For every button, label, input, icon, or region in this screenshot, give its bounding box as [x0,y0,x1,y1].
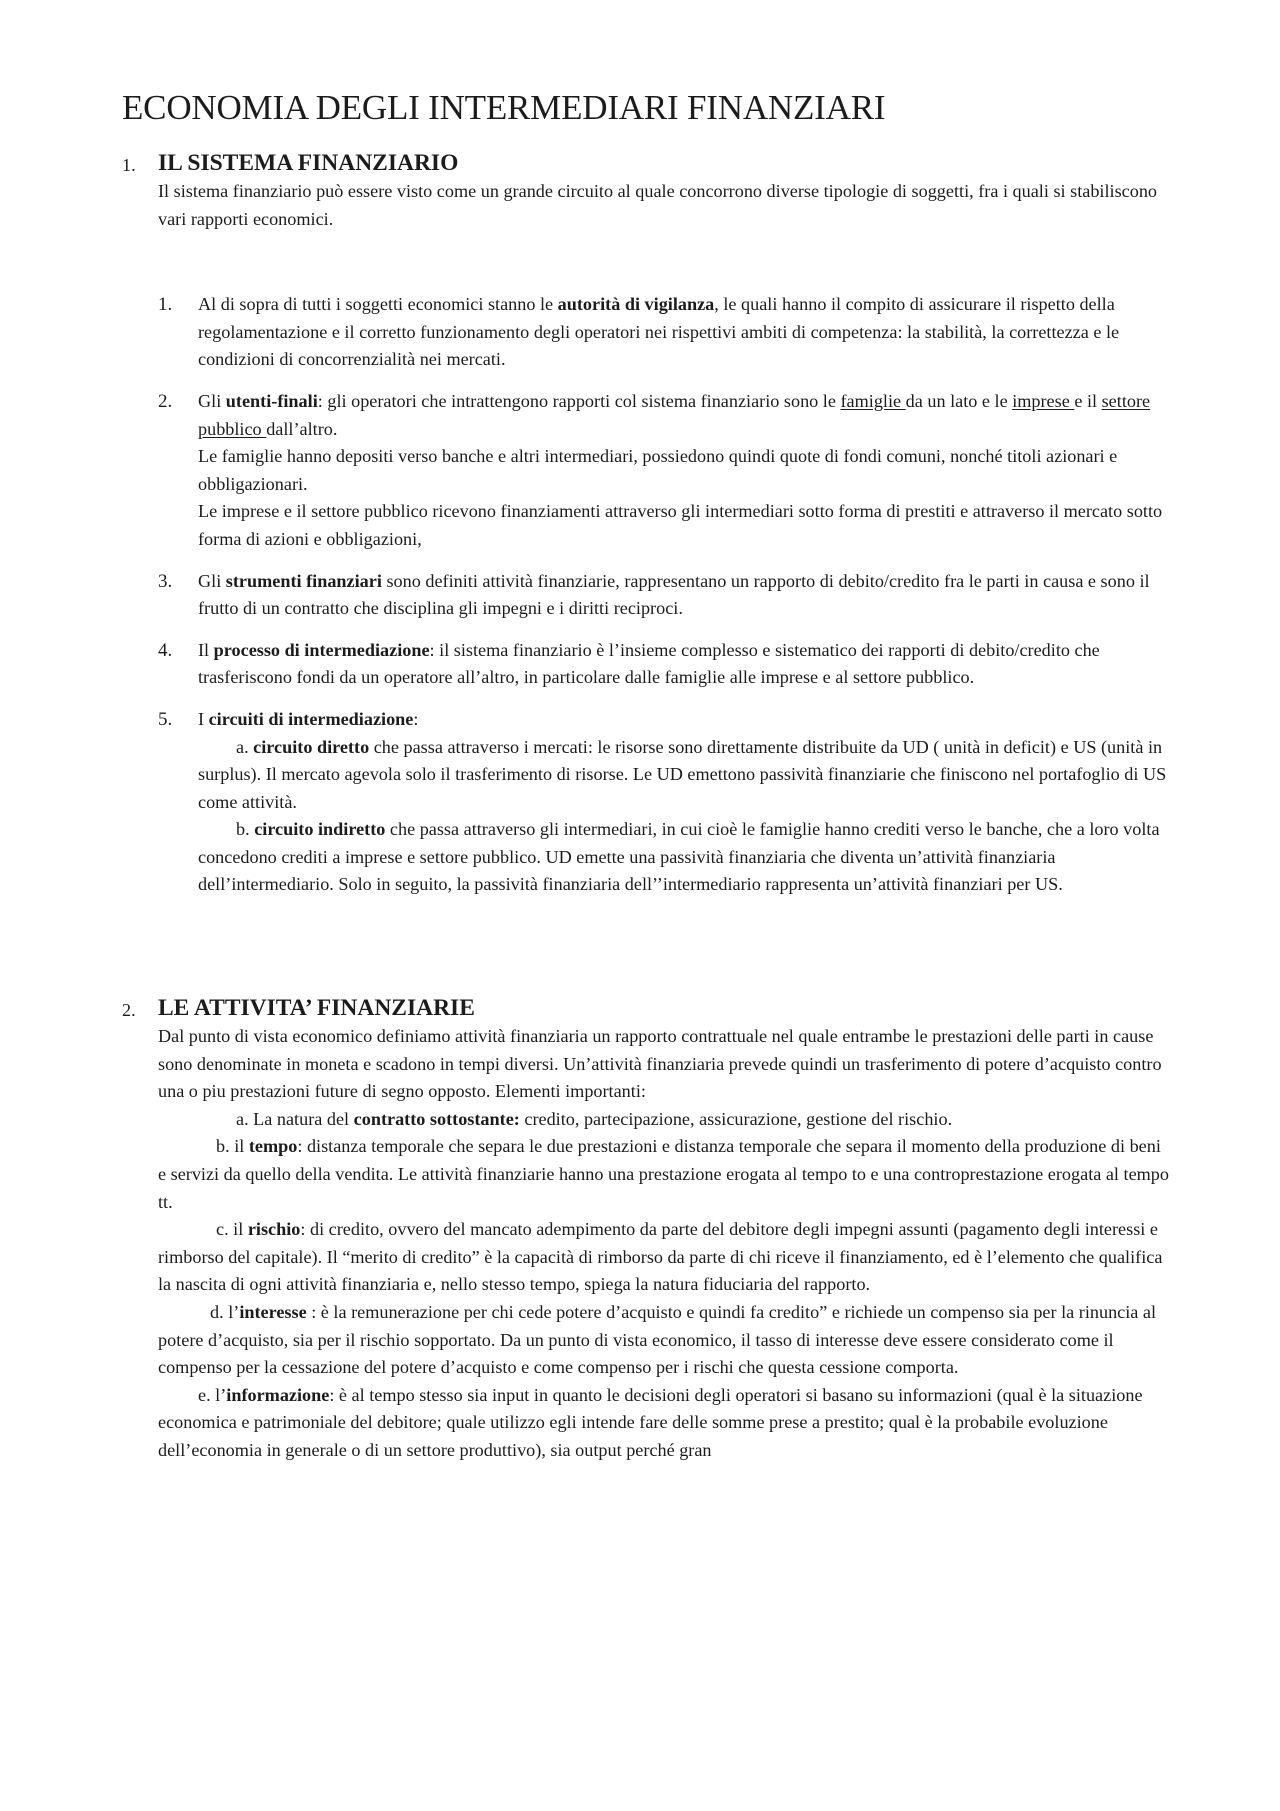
underlined-term: famiglie [840,390,906,411]
underlined-term: settore pubblico [198,390,1151,439]
item-lead: Gli [198,570,226,591]
item-rest: : [413,708,419,729]
section-title: LE ATTIVITA’ FINANZIARIE [158,995,475,1022]
point-keyword: contratto sottostante: [353,1108,520,1129]
item-lead: Gli [198,390,226,411]
item-text [198,291,1170,374]
item-text-part: e il [1074,390,1102,411]
section-heading [122,993,1170,1023]
item-number: 3. [158,570,173,592]
element-point [158,1382,1170,1465]
item-text-part: da un lato e le [905,390,1013,411]
item-text [198,706,1170,734]
point-label: d. l’ [210,1302,240,1322]
document-title: ECONOMIA DEGLI INTERMEDIARI FINANZIARI [122,88,886,127]
section-body [122,178,1170,233]
point-label: c. il [216,1219,248,1240]
list-item [122,637,1170,692]
point-keyword: tempo [248,1136,298,1157]
list-item [122,291,1170,374]
item-number: 4. [158,639,173,661]
section-title: IL SISTEMA FINANZIARIO [158,150,459,176]
section-sistema-finanziario [122,148,1170,899]
item-text-part: dall’altro. [266,418,338,439]
list-item [122,568,1170,623]
point-text: : è la remunerazione per chi cede potere d’acquisto e quindi fa credito” e richiede un compenso sia per la rinuncia al potere d’acquisto, sia per il rischio sopportato. Da un punto di vista economico, il tasso di interesse deve essere considerato come il compenso per la cessazione del potere d’acquisto e come compenso per i rischi che questa cessione comporta. [158,1302,1157,1378]
underlined-term: imprese [1012,390,1075,411]
section-intro: Il sistema finanziario può essere visto come un grande circuito al quale concorrono diverse tipologie di soggetti, fra i quali si stabiliscono vari rapporti economici. [158,181,1158,229]
point-label: b. il [216,1136,249,1157]
point-text: : di credito, ovvero del mancato adempimento da parte del debitore degli impegni assunti (pagamento degli interessi e rimborso del capitale). Il “merito di credito” è la capacità di rimborso da parte di chi riceve il finanziamento, ed è l’elemento che qualifica la nascita di ogni attività finanziaria e, nello stesso tempo, spiega la natura fiduciaria del rapporto. [158,1219,1163,1295]
point-text: : distanza temporale che separa le due prestazioni e distanza temporale che separa il momento della produzione di beni e servizi da quello della vendita. Le attività finanziarie hanno una prestazione erogata al tempo to e una controprestazione erogata al tempo tt. [158,1136,1169,1212]
section-number: 2. [122,1000,136,1021]
sub-item-text: che passa attraverso i mercati: le risorse sono direttamente distribuite da UD ( unità in deficit) e US (unità in surplus). Il mercato agevola solo il trasferimento di risorse. Le UD emettono passività finanziarie che finiscono nel portafoglio di US come attività. [198,736,1167,812]
sub-item [198,816,1170,899]
item-rest: : il sistema finanziario è l’insieme complesso e sistematico dei rapporti di debito/credito che trasferiscono fondi da un operatore all’altro, in particolare dalle famiglie alle imprese e al settore pubblico. [198,639,1100,688]
section-body [122,1023,1170,1465]
section-number: 1. [122,155,136,175]
point-text: : è al tempo stesso sia input in quanto le decisioni degli operatori si basano su informazioni (qual è la situazione economica e patrimoniale del debitore; quale utilizzo egli intende fare delle somme prese a prestito; qual è la probabile evoluzione dell’economia in generale o di un settore produttivo), sia output perché gran [158,1384,1143,1460]
sub-item-keyword: circuito indiretto [254,819,386,840]
item-text [198,637,1170,692]
sub-item-label: b. [236,819,255,840]
list-item [122,706,1170,899]
point-text: credito, partecipazione, assicurazione, gestione del rischio. [519,1108,953,1129]
item-number: 5. [158,708,173,730]
item-rest: sono definiti attività finanziarie, rappresentano un rapporto di debito/credito fra le parti in causa e sono il frutto di un contratto che disciplina gli impegni e i diritti reciproci. [198,570,1150,619]
item-keyword: circuiti di intermediazione [208,708,414,729]
element-point [158,1216,1170,1299]
sub-item-keyword: circuito diretto [253,736,370,757]
point-keyword: rischio [247,1219,301,1240]
item-lead: Al di sopra di tutti i soggetti economici stanno le [198,294,558,315]
sub-item [198,734,1170,817]
section-attivita-finanziarie [122,993,1170,1465]
item-keyword: autorità di vigilanza [557,294,715,315]
point-label: a. La natura del [236,1108,354,1129]
item-rest: , le quali hanno il compito di assicurare il rispetto della regolamentazione e il corretto funzionamento degli operatori nei rispettivi ambiti di competenza: la stabilità, la correttezza e le condizioni di concorrenzialità nei mercati. [198,294,1120,370]
item-text-part: : gli operatori che intrattengono rapporti col sistema finanziario sono le [317,390,841,411]
item-number: 1. [158,294,173,316]
point-label: e. l’ [198,1384,227,1405]
item-paragraph: Le famiglie hanno depositi verso banche e altri intermediari, possiedono quindi quote di fondi comuni, nonché titoli azionari e obbligazionari. [198,446,1118,494]
element-point [158,1133,1170,1216]
element-point [158,1299,1170,1382]
item-lead: Il [198,639,214,660]
item-keyword: strumenti finanziari [225,570,382,591]
item-text [198,568,1170,623]
item-lead: I [198,708,209,729]
item-text [198,388,1170,443]
section-heading [122,148,1170,178]
item-keyword: utenti-finali [225,390,318,411]
item-number: 2. [158,390,173,412]
sub-item-text: che passa attraverso gli intermediari, in cui cioè le famiglie hanno crediti verso le banche, che a loro volta concedono crediti a imprese e settore pubblico. UD emette una passività finanziaria che diventa un’attività finanziaria dell’intermediario. Solo in seguito, la passività finanziaria dell’’intermediario rappresenta un’attività finanziari per US. [198,819,1160,895]
item-paragraph: Le imprese e il settore pubblico ricevono finanziamenti attraverso gli intermediari sotto forma di prestiti e attraverso il mercato sotto forma di azioni e obbligazioni, [198,501,1163,549]
item-keyword: processo di intermediazione [213,639,430,660]
point-keyword: interesse [239,1302,307,1322]
element-point [158,1106,1170,1134]
section-intro: Dal punto di vista economico definiamo attività finanziaria un rapporto contrattuale nel quale entrambe le prestazioni delle parti in cause sono denominate in moneta e scadono in tempi diversi. Un’attività finanziaria prevede quindi un trasferimento di potere d’acquisto contro una o piu prestazioni future di segno opposto. Elementi importanti: [158,1026,1162,1102]
point-keyword: informazione [226,1384,330,1405]
list-item [122,388,1170,554]
sub-item-label: a. [236,736,254,757]
